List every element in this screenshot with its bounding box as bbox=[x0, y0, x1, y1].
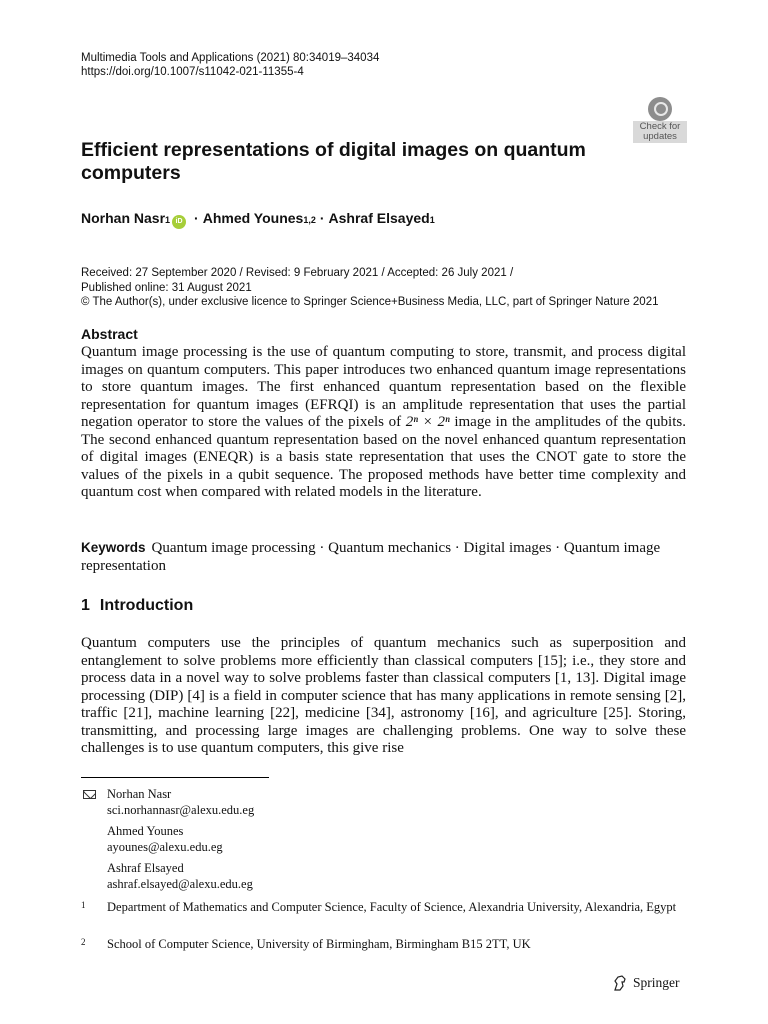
springer-horse-icon bbox=[611, 974, 629, 992]
contact-email[interactable]: ashraf.elsayed@alexu.edu.eg bbox=[107, 876, 253, 891]
contact-name: Ashraf Elsayed bbox=[107, 861, 184, 875]
paper-title: Efficient representations of digital images on quantum computers bbox=[81, 139, 586, 184]
intro-text-part: ]. Digital image processing (DIP) [ bbox=[81, 670, 686, 704]
journal-header bbox=[81, 51, 379, 79]
author-contacts bbox=[81, 787, 254, 898]
abstract-text-part: image in the amplitudes of the qubits. The second enhanced quantum representation based on the novel enhanced quantum representation of digital images (ENEQR) is a basis state representation that uses the CNOT gate to store the values of the pixels in a qubit sequence. The proposed methods have better time complexity and quantum cost when compared with related models in the literature. bbox=[81, 414, 686, 500]
author-name[interactable]: Norhan Nasr bbox=[81, 210, 166, 226]
intro-text-part: ], and agriculture [ bbox=[489, 705, 609, 721]
affiliation-text: School of Computer Science, University of Birmingham, Birmingham B15 2TT, UK bbox=[107, 937, 531, 951]
affiliation bbox=[81, 900, 681, 916]
citation-link[interactable]: 2 bbox=[669, 687, 678, 704]
intro-text-part: ]; i.e., they store and process data in a novel way to solve problems faster than classical computers [ bbox=[81, 652, 687, 686]
citation-link[interactable]: 13 bbox=[575, 670, 591, 686]
affiliation-text: Department of Mathematics and Computer Science, Faculty of Science, Alexandria University, Alexandria, Egypt bbox=[107, 900, 677, 914]
intro-text-part: ], medicine [ bbox=[290, 705, 371, 721]
author-affiliation-mark: 1,2 bbox=[303, 215, 316, 225]
dates-line: Received: 27 September 2020 / Revised: 9 February 2021 / Accepted: 26 July 2021 / bbox=[81, 267, 514, 279]
author-affiliation-mark: 1 bbox=[165, 215, 171, 225]
footnote-divider bbox=[81, 777, 269, 778]
author-affiliation-mark: 1 bbox=[429, 215, 435, 225]
journal-citation: Multimedia Tools and Applications (2021) 80:34019–34034 bbox=[81, 52, 380, 64]
intro-text-part: ], traffic [ bbox=[81, 687, 686, 721]
abstract-math: 2ⁿ × 2ⁿ bbox=[405, 414, 450, 430]
intro-text-part: ] is a field in computer science that has many applications in remote sensing [ bbox=[199, 687, 670, 704]
intro-text-part: , bbox=[567, 670, 576, 686]
doi-link[interactable]: https://doi.org/10.1007/s11042-021-11355-4 bbox=[81, 66, 304, 78]
copyright-line: © The Author(s), under exclusive licence to Springer Science+Business Media, LLC, part of Springer Nature 2021 bbox=[81, 296, 659, 308]
publication-history bbox=[81, 266, 659, 310]
keywords-text: Quantum image processing · Quantum mechanics · Digital images · Quantum image representation bbox=[81, 540, 661, 574]
section-heading bbox=[81, 597, 193, 615]
contact-entry bbox=[81, 861, 254, 892]
contact-name: Ahmed Younes bbox=[107, 824, 184, 838]
orcid-icon[interactable]: iD bbox=[172, 215, 186, 229]
author-separator: · bbox=[319, 210, 325, 226]
contact-name: Norhan Nasr bbox=[107, 787, 172, 801]
citation-link[interactable]: 22 bbox=[275, 705, 291, 721]
author-name[interactable]: Ahmed Younes bbox=[202, 210, 304, 226]
affiliation-number: 2 bbox=[81, 937, 86, 947]
abstract-text bbox=[81, 344, 686, 502]
contact-email[interactable]: ayounes@alexu.edu.eg bbox=[107, 839, 223, 854]
intro-text-part: ], astronomy [ bbox=[385, 705, 475, 721]
citation-link[interactable]: 4 bbox=[192, 687, 200, 704]
badge-line-1: Check for bbox=[639, 121, 681, 132]
intro-text-part: ], machine learning [ bbox=[143, 705, 276, 721]
author-name[interactable]: Ashraf Elsayed bbox=[328, 210, 430, 226]
contact-email[interactable]: sci.norhannasr@alexu.edu.eg bbox=[107, 802, 255, 817]
keywords-label: Keywords bbox=[81, 540, 146, 555]
check-for-updates-badge[interactable] bbox=[633, 97, 687, 143]
introduction-text bbox=[81, 635, 686, 758]
envelope-icon bbox=[83, 790, 96, 799]
citation-link[interactable]: 34 bbox=[370, 705, 386, 721]
affiliation-number: 1 bbox=[81, 900, 86, 910]
abstract-text-part: Quantum image processing is the use of quantum computing to store, transmit, and process digital images on quantum computers. This paper introduces two enhanced quantum image representations to store quantum images. The first enhanced quantum representation based on the flexible representation for quantum images (EFRQI) is an amplitude representation that uses the partial negation operator to store the values of the pixels of bbox=[81, 344, 686, 430]
section-title: Introduction bbox=[99, 597, 194, 614]
check-for-updates-icon bbox=[648, 97, 672, 121]
author-list bbox=[81, 210, 435, 229]
abstract-heading: Abstract bbox=[81, 326, 138, 342]
section-number: 1 bbox=[81, 597, 90, 614]
publisher-name: Springer bbox=[633, 975, 680, 990]
citation-link[interactable]: 1 bbox=[559, 670, 568, 686]
citation-link[interactable]: 16 bbox=[474, 705, 490, 721]
intro-text-part: ]. Storing, transmitting, and processing large images are challenging problems. One way to solve these challenges is to use quantum computers, this give rise bbox=[81, 705, 686, 756]
citation-link[interactable]: 21 bbox=[128, 705, 144, 721]
author-separator: · bbox=[194, 210, 199, 226]
citation-link[interactable]: 25 bbox=[608, 705, 624, 721]
badge-line-2: updates bbox=[643, 131, 677, 142]
contact-entry bbox=[81, 787, 254, 818]
contact-entry bbox=[81, 824, 254, 855]
intro-text-part: Quantum computers use the principles of quantum mechanics such as superposition and entanglement to solve problems more efficiently than classical computers [ bbox=[81, 635, 686, 669]
affiliation bbox=[81, 937, 681, 953]
keywords-block bbox=[81, 539, 686, 575]
dates-line: Published online: 31 August 2021 bbox=[81, 281, 252, 294]
citation-link[interactable]: 15 bbox=[542, 652, 558, 669]
publisher-logo bbox=[611, 974, 680, 992]
